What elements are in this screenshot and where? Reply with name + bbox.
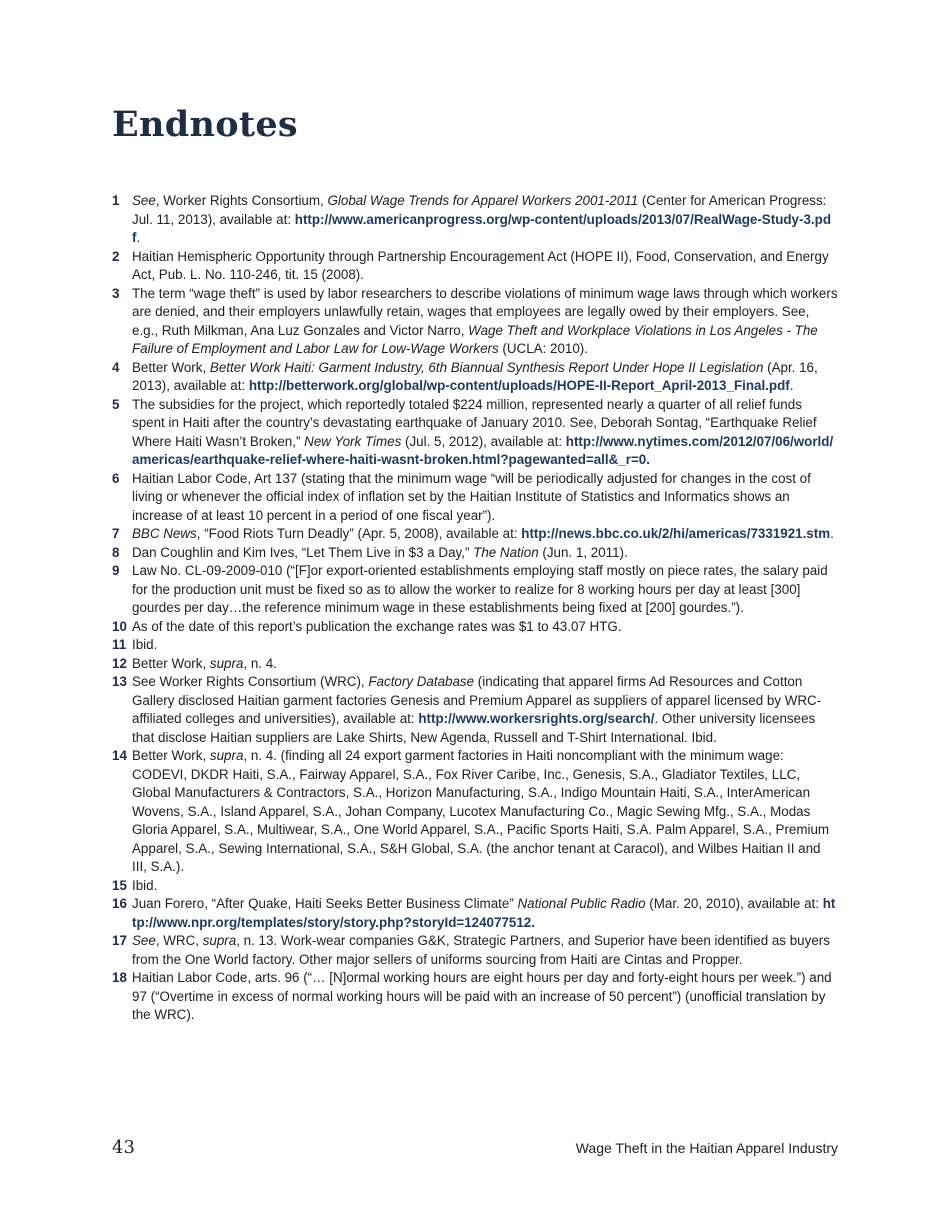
- endnote-17: [112, 932, 838, 969]
- endnote-text: As of the date of this report’s publication the exchange rates was $1 to 43.07 HTG.: [132, 618, 622, 634]
- endnote-number: 15: [112, 877, 127, 893]
- endnote-text: See Worker Rights Consortium (WRC),: [132, 674, 369, 689]
- page-title: Endnotes: [112, 104, 298, 145]
- endnote-link[interactable]: http://betterwork.org/global/wp-content/uploads/HOPE-II-Report_April-2013_Final.pdf: [248, 378, 790, 393]
- endnote-italic-text: The Nation: [473, 544, 539, 560]
- endnote-link[interactable]: http://www.workersrights.org/search/: [418, 711, 655, 726]
- running-title: Wage Theft in the Haitian Apparel Industry: [575, 1140, 838, 1156]
- endnote-text: .: [136, 230, 141, 245]
- endnote-italic-text: supra: [209, 748, 244, 763]
- endnote-italic-text: Factory Database: [368, 674, 475, 689]
- endnote-text: Haitian Labor Code, Art 137 (stating that the minimum wage “will be periodically adjusted for changes in the cost of living or whenever the official index of inflation set by the Haitian Institute of Statistics and Informatics shows an increase of at least 10 percent in a period of one fiscal year”).: [132, 470, 811, 523]
- endnote-number: 7: [112, 526, 120, 541]
- endnote-1: [112, 192, 838, 248]
- endnote-number: 2: [112, 248, 120, 264]
- endnote-text: .: [789, 378, 794, 393]
- endnote-14: [112, 747, 838, 877]
- endnote-number: 5: [112, 396, 120, 412]
- endnote-text: , “Food Riots Turn Deadly” (Apr. 5, 2008), available at:: [196, 526, 522, 541]
- endnote-text: (Apr. 16, 2013), available at:: [132, 359, 818, 393]
- endnote-text: Juan Forero, “After Quake, Haiti Seeks Better Business Climate”: [132, 896, 518, 911]
- endnote-italic-text: Global Wage Trends for Apparel Workers 2001-2011: [327, 193, 639, 208]
- endnote-3: [112, 285, 838, 359]
- endnote-text: (indicating that apparel firms Ad Resources and Cotton Gallery disclosed Haitian garment factories Genesis and Premium Apparel as suppliers of apparel licensed by WRC-affiliated colleges and universities), available at:: [132, 674, 822, 726]
- endnote-text: Haitian Labor Code, arts. 96 (“… [N]ormal working hours are eight hours per day and forty-eight hours per week.”) and 97 (“Overtime in excess of normal working hours will be paid with an increase of 50 percent”) (unofficial translation by the WRC).: [132, 970, 832, 1022]
- endnote-text: Ibid.: [132, 637, 158, 652]
- endnote-text: Dan Coughlin and Kim Ives, “Let Them Live in $3 a Day,”: [132, 544, 474, 560]
- endnote-italic-text: supra: [209, 655, 244, 671]
- endnote-link[interactable]: http://news.bbc.co.uk/2/hi/americas/7331921.stm: [521, 526, 831, 541]
- endnote-text: , WRC,: [155, 933, 203, 948]
- endnote-text: Law No. CL-09-2009-010 (“[F]or export-oriented establishments employing staff mostly on piece rates, the salary paid for the production unit must be fixed so as to allow the worker to realize for 8 working hours per day at least [300] gourdes per day…the reference minimum wage in these establishments being fixed at [200] gourdes.”).: [132, 563, 828, 615]
- endnote-number: 8: [112, 544, 120, 560]
- endnote-number: 6: [112, 470, 120, 486]
- endnote-9: [112, 562, 838, 618]
- endnote-text: .: [830, 526, 834, 541]
- endnote-6: [112, 470, 838, 526]
- endnote-text: . Other university licensees that disclose Haitian suppliers are Lake Shirts, New Agenda, Russell and T-Shirt International. Ibid.: [132, 711, 816, 745]
- endnote-text: The subsidies for the project, which reportedly totaled $224 million, represented nearly a quarter of all relief funds spent in Haiti after the country’s devastating earthquake of January 2010. See, Deborah Sontag, “Earthquake Relief Where Haiti Wasn’t Broken,”: [132, 396, 817, 449]
- endnote-text: , Worker Rights Consortium,: [155, 193, 328, 208]
- endnote-italic-text: See: [132, 933, 156, 948]
- endnote-text: (Mar. 20, 2010), available at:: [645, 896, 823, 911]
- endnote-link[interactable]: http://www.nytimes.com/2012/07/06/world/americas/earthquake-relief-where-haiti-wasnt-broken.html?pagewanted=all&_r=0.: [132, 433, 834, 467]
- endnote-italic-text: supra: [202, 933, 237, 948]
- endnote-italic-text: See: [132, 193, 156, 208]
- endnote-15: [112, 877, 838, 896]
- endnote-number: 16: [112, 896, 127, 911]
- endnote-number: 18: [112, 970, 127, 985]
- endnote-18: [112, 969, 838, 1025]
- endnote-italic-text: BBC News: [132, 526, 197, 541]
- endnote-text: (Center for American Progress: Jul. 11, 2013), available at:: [132, 193, 827, 227]
- endnote-10: [112, 618, 838, 637]
- endnote-number: 4: [112, 359, 120, 375]
- endnote-text: (Jun. 1, 2011).: [538, 544, 628, 560]
- endnote-number: 14: [112, 748, 127, 763]
- endnote-4: [112, 359, 838, 396]
- endnote-number: 17: [112, 933, 127, 948]
- endnote-text: (UCLA: 2010).: [498, 341, 588, 356]
- endnote-number: 12: [112, 655, 127, 671]
- endnote-text: , n. 4. (finding all 24 export garment factories in Haiti noncompliant with the minimum wage: CODEVI, DKDR Haiti, S.A., Fairway Apparel, S.A., Fox River Caribe, Inc., Genesis, S.A., Gladiator Textiles, LLC, Global Manufacturers & Contractors, S.A., Horizon Manufacturing, S.A., Indigo Mountain Haiti, S.A., InterAmerican Wovens, S.A., Island Apparel, S.A., Johan Company, Lucotex Manufacturing Co., Magic Sewing Mfg., S.A., Modas Gloria Apparel, S.A., Multiwear, S.A., One World Apparel, S.A., Pacific Sports Haiti, S.A. Palm Apparel, S.A., Premium Apparel, S.A., Sewing International, S.A., S&H Global, S.A. (the anchor tenant at Caracol), and Wilbes Haitian II and III, S.A.).: [132, 748, 830, 874]
- endnote-text: Better Work,: [132, 748, 210, 763]
- endnote-text: Haitian Hemispheric Opportunity through Partnership Encouragement Act (HOPE II), Food, Conservation, and Energy Act, Pub. L. No. 110-246, tit. 15 (2008).: [132, 248, 829, 282]
- endnote-italic-text: National Public Radio: [517, 896, 646, 911]
- endnote-number: 10: [112, 618, 127, 634]
- page-number: 43: [112, 1137, 135, 1158]
- endnote-12: [112, 655, 838, 674]
- endnotes-list: [112, 192, 838, 1025]
- endnote-5: [112, 396, 838, 470]
- endnote-2: [112, 248, 838, 285]
- endnote-11: [112, 636, 838, 655]
- endnote-text: Better Work,: [132, 655, 210, 671]
- endnote-number: 11: [112, 637, 127, 652]
- endnote-text: (Jul. 5, 2012), available at:: [401, 433, 566, 449]
- endnote-number: 3: [112, 285, 120, 301]
- endnote-text: Ibid.: [132, 877, 158, 893]
- endnote-16: [112, 895, 838, 932]
- endnote-italic-text: New York Times: [304, 433, 402, 449]
- endnote-italic-text: Wage Theft and Workplace Violations in Los Angeles - The Failure of Employment and Labor Law for Low-Wage Workers: [132, 322, 818, 356]
- endnote-number: 13: [112, 674, 127, 689]
- endnote-link[interactable]: http://www.americanprogress.org/wp-content/uploads/2013/07/RealWage-Study-3.pdf: [132, 211, 831, 245]
- endnote-8: [112, 544, 838, 563]
- endnote-text: The term “wage theft” is used by labor researchers to describe violations of minimum wage laws through which workers are denied, and their employers unlawfully retain, wages that employees are legally owed by their employers. See, e.g., Ruth Milkman, Ana Luz Gonzales and Victor Narro,: [132, 285, 838, 338]
- endnote-italic-text: Better Work Haiti: Garment Industry, 6th Biannual Synthesis Report Under Hope II Legislation: [209, 359, 764, 375]
- endnote-number: 1: [112, 193, 120, 208]
- endnote-text: , n. 4.: [243, 655, 277, 671]
- endnote-7: [112, 525, 838, 544]
- endnote-number: 9: [112, 563, 120, 578]
- endnote-13: [112, 673, 838, 747]
- endnote-link[interactable]: http://www.npr.org/templates/story/story.php?storyId=124077512.: [132, 896, 836, 930]
- endnote-text: Better Work,: [132, 359, 210, 375]
- endnote-text: , n. 13. Work-wear companies G&K, Strategic Partners, and Superior have been identified as buyers from the One World factory. Other major sellers of uniforms sourcing from Haiti are Cintas and Propper.: [132, 933, 830, 967]
